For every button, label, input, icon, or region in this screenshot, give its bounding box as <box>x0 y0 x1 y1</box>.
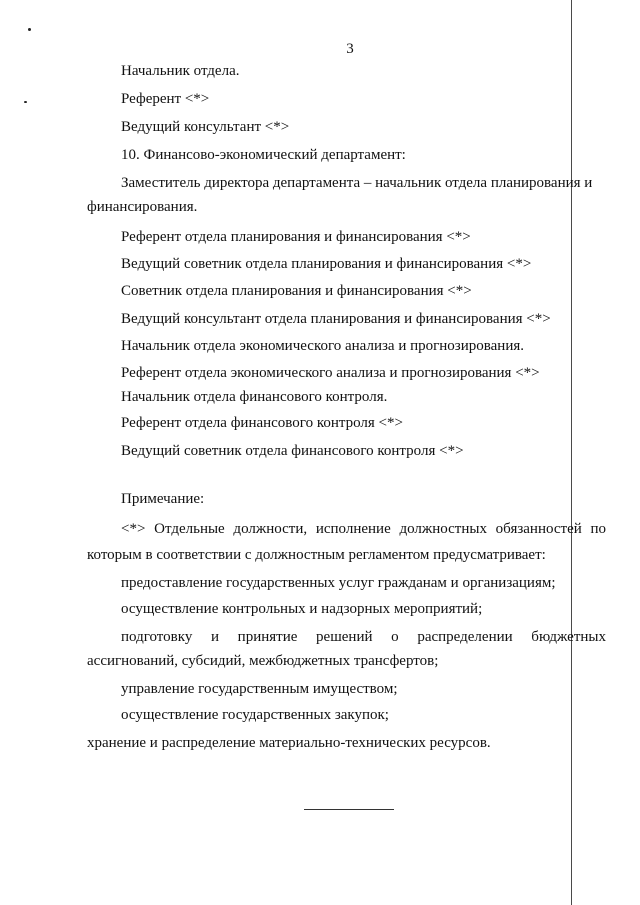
note-list-item: хранение и распределение материально-технических ресурсов. <box>87 735 491 751</box>
position-line: Референт отдела экономического анализа и прогнозирования <*> <box>121 365 540 381</box>
note-list-item: управление государственным имуществом; <box>121 681 398 697</box>
scan-speck <box>28 28 31 31</box>
scan-artifact-line <box>571 0 572 905</box>
note-heading: Примечание: <box>121 491 205 507</box>
note-list-item: подготовку и принятие решений о распределении бюджетных <box>121 629 606 645</box>
note-list-item: предоставление государственных услуг гражданам и организациям; <box>121 575 556 591</box>
note-line: которым в соответствии с должностным регламентом предусматривает: <box>87 547 546 563</box>
note-list-item: осуществление контрольных и надзорных мероприятий; <box>121 601 483 617</box>
position-line: Начальник отдела. <box>121 63 240 79</box>
footnote-separator <box>304 809 394 810</box>
position-line: Ведущий консультант <*> <box>121 119 290 135</box>
position-line: Начальник отдела экономического анализа и прогнозирования. <box>121 338 525 354</box>
position-line: Ведущий советник отдела финансового контроля <*> <box>121 443 464 459</box>
note-line: <*> Отдельные должности, исполнение должностных обязанностей по <box>121 521 606 537</box>
position-line-continuation: финансирования. <box>87 199 198 215</box>
position-line: Референт <*> <box>121 91 210 107</box>
position-line: Советник отдела планирования и финансирования <*> <box>121 283 472 299</box>
position-line: Ведущий советник отдела планирования и финансирования <*> <box>121 256 532 272</box>
position-line: Ведущий консультант отдела планирования и финансирования <*> <box>121 311 551 327</box>
page-number: 3 <box>346 41 354 57</box>
position-line: Заместитель директора департамента – начальник отдела планирования и <box>121 175 593 191</box>
note-list-item: осуществление государственных закупок; <box>121 707 389 723</box>
scan-speck <box>24 101 27 103</box>
department-heading: 10. Финансово-экономический департамент: <box>121 147 406 163</box>
position-line: Референт отдела финансового контроля <*> <box>121 415 403 431</box>
position-line: Начальник отдела финансового контроля. <box>121 389 388 405</box>
position-line: Референт отдела планирования и финансирования <*> <box>121 229 471 245</box>
note-list-item-continuation: ассигнований, субсидий, межбюджетных трансфертов; <box>87 653 439 669</box>
